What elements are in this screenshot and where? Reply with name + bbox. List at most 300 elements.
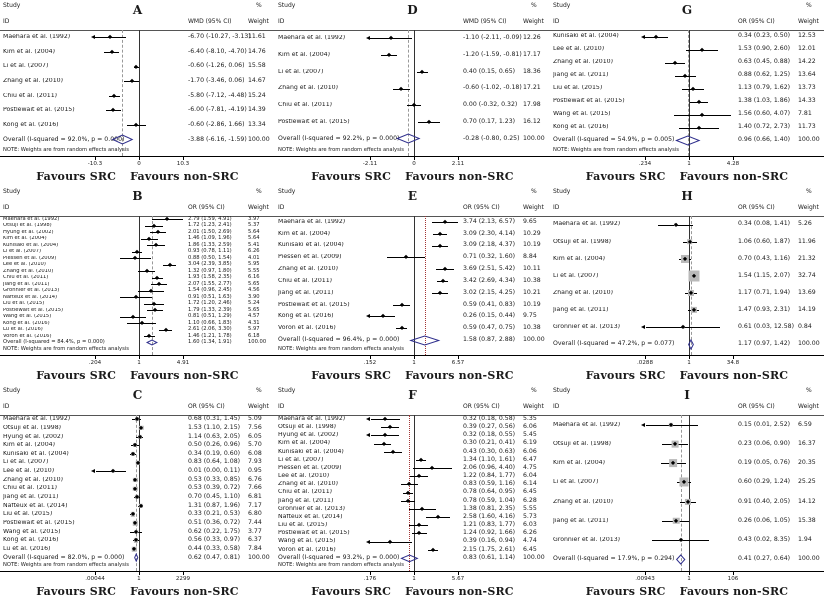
- ci-clipped-arrow: [366, 314, 370, 318]
- weight-text: 6.26: [523, 529, 537, 537]
- study-label: Nafteux et al. (2014): [3, 502, 68, 509]
- column-header-weight: Weight: [248, 204, 269, 211]
- study-label: Li et al. (2007): [3, 63, 49, 70]
- weight-text: 4.56: [248, 287, 260, 294]
- x-axis-tick-label: 4.91: [176, 360, 190, 366]
- study-label: Otsuji et al. (1998): [3, 424, 62, 431]
- x-axis-line: [275, 156, 550, 157]
- effect-ci-text: 1.54 (0.96, 2.45): [188, 287, 232, 294]
- weight-text: 7.44: [248, 518, 262, 526]
- effect-estimate-marker: [153, 308, 158, 313]
- effect-estimate-marker: [108, 35, 113, 40]
- effect-ci-text: -5.80 (-7.12, -4.48): [188, 91, 247, 99]
- effect-ci-text: 1.47 (0.93, 2.31): [738, 306, 791, 314]
- column-header-weight: Weight: [523, 18, 544, 25]
- effect-ci-text: 0.88 (0.62, 1.25): [738, 71, 791, 79]
- overall-effect-ci-text: 1.60 (1.34, 1.91): [188, 339, 232, 346]
- column-header-effect: OR (95% CI): [188, 204, 225, 211]
- header-rule: [550, 216, 824, 217]
- column-header-effect: OR (95% CI): [463, 204, 500, 211]
- weight-text: 6.08: [248, 449, 262, 457]
- weight-text: 16.12: [523, 117, 541, 125]
- panel-letter: H: [681, 189, 693, 203]
- column-header-id: ID: [553, 403, 560, 410]
- effect-ci-text: 0.88 (0.50, 1.54): [188, 254, 232, 261]
- column-header-id: ID: [278, 204, 285, 211]
- weight-text: 6.76: [248, 475, 262, 483]
- favours-left-label: Favours SRC: [311, 369, 392, 382]
- column-header-id: ID: [3, 403, 10, 410]
- effect-ci-text: 0.83 (0.59, 1.16): [463, 480, 516, 488]
- x-axis-tick: [414, 157, 415, 160]
- effect-estimate-marker: [679, 538, 684, 543]
- study-label: Hyung et al. (2002): [3, 229, 54, 235]
- study-label: Chiu et al. (2011): [3, 92, 58, 99]
- overall-label: Overall (I-squared = 84.4%, p = 0.000): [3, 339, 105, 346]
- x-axis-tick: [183, 572, 184, 575]
- favours-right-label: Favours non-SRC: [679, 369, 789, 382]
- weight-text: 16.37: [798, 439, 816, 447]
- effect-ci-text: 1.38 (1.03, 1.86): [738, 97, 791, 105]
- x-axis-tick-label: .234: [638, 161, 652, 167]
- weight-text: 5.09: [248, 415, 262, 423]
- study-label: Zhang et al. (2010): [3, 78, 63, 85]
- study-label: Chiu et al. (2011): [3, 485, 58, 492]
- overall-effect-ci-text: 0.41 (0.27, 0.64): [738, 555, 791, 563]
- x-axis-tick: [370, 157, 371, 160]
- x-axis-tick: [139, 572, 140, 575]
- effect-ci-text: 0.39 (0.27, 0.56): [463, 423, 516, 431]
- effect-ci-text: 3.42 (2.69, 4.34): [463, 276, 516, 284]
- favours-right-label: Favours non-SRC: [405, 369, 514, 382]
- weight-text: 8.84: [523, 253, 537, 261]
- study-label: Jiang et al. (2011): [553, 307, 609, 314]
- weight-text: 20.35: [798, 459, 816, 467]
- study-label: Maehara et al. (1992): [3, 416, 71, 423]
- column-header-percent: %: [256, 188, 262, 195]
- effect-ci-text: 1.21 (0.83, 1.77): [463, 521, 516, 529]
- weight-text: 5.55: [248, 267, 260, 274]
- effect-ci-text: -1.70 (-3.46, 0.06): [188, 77, 245, 85]
- weight-text: 21.32: [798, 254, 816, 262]
- study-label: Wang et al. (2015): [3, 314, 52, 320]
- effect-estimate-marker: [152, 223, 157, 228]
- note-text: NOTE: Weights are from random effects analysis: [3, 346, 129, 352]
- x-axis-line: [275, 571, 550, 572]
- favours-left-label: Favours SRC: [585, 369, 666, 382]
- study-label: Chiu et al. (2011): [3, 275, 49, 281]
- study-label: Liu et al. (2015): [3, 511, 53, 518]
- favours-labels: [550, 369, 824, 382]
- weight-text: 10.29: [523, 229, 541, 237]
- study-label: Kim et al. (2004): [278, 230, 330, 237]
- effect-estimate-marker: [442, 267, 447, 272]
- null-line: [689, 415, 690, 571]
- weight-text: 4.57: [248, 313, 260, 320]
- weight-text: 13.69: [798, 288, 816, 296]
- x-axis-tick: [733, 157, 734, 160]
- study-label: Wang et al. (2015): [278, 538, 336, 545]
- note-text: NOTE: Weights are from random effects analysis: [3, 562, 129, 568]
- effect-estimate-marker: [697, 125, 702, 130]
- panel-h: [550, 186, 824, 385]
- overall-weight-text: 100.00: [523, 553, 545, 561]
- panel-f: [275, 385, 550, 601]
- effect-estimate-marker: [430, 466, 435, 471]
- effect-ci-text: 2.61 (2.06, 3.30): [188, 326, 232, 333]
- x-axis-line: [550, 571, 824, 572]
- study-label: Postlewait et al. (2015): [553, 98, 625, 105]
- effect-estimate-marker: [431, 547, 436, 552]
- effect-ci-text: 0.19 (0.05, 0.76): [738, 459, 791, 467]
- weight-text: 5.64: [248, 235, 260, 242]
- overall-diamond-shape: [411, 336, 439, 345]
- weight-text: 6.45: [523, 488, 537, 496]
- favours-left-label: Favours SRC: [311, 585, 392, 598]
- column-header-percent: %: [256, 387, 262, 394]
- study-label: Li et al. (2007): [3, 249, 42, 255]
- column-header-effect: OR (95% CI): [463, 403, 500, 410]
- effect-ci-text: 3.09 (2.18, 4.37): [463, 241, 516, 249]
- effect-estimate-marker: [390, 449, 395, 454]
- effect-ci-text: -6.00 (-7.81, -4.19): [188, 106, 247, 114]
- overall-effect-ci-text: 0.96 (0.66, 1.40): [738, 136, 791, 144]
- study-label: Li et al. (2007): [553, 272, 599, 279]
- weight-text: 6.81: [248, 493, 262, 501]
- x-axis-tick-label: 0: [137, 161, 141, 167]
- weight-text: 12.53: [798, 32, 816, 40]
- favours-labels: [275, 170, 550, 183]
- study-label: Otsuji et al. (1998): [3, 223, 52, 229]
- column-header-percent: %: [806, 387, 812, 394]
- weight-text: 0.95: [248, 467, 262, 475]
- effect-estimate-marker: [683, 73, 688, 78]
- weight-text: 6.04: [523, 472, 537, 480]
- study-label: Zhang et al. (2010): [278, 266, 338, 273]
- effect-ci-text: 0.70 (0.45, 1.10): [188, 493, 241, 501]
- weight-text: 10.19: [523, 300, 541, 308]
- weight-text: 7.84: [248, 544, 262, 552]
- study-label: Otsuji et al. (1998): [553, 238, 612, 245]
- study-label: Wang et al. (2015): [3, 528, 61, 535]
- weight-text: 5.24: [248, 300, 260, 307]
- overall-effect-ci-text: 1.17 (0.97, 1.42): [738, 340, 791, 348]
- effect-ci-text: 0.59 (0.47, 0.75): [463, 324, 516, 332]
- figure-column-1: [0, 0, 275, 601]
- column-header-effect: OR (95% CI): [738, 204, 775, 211]
- x-axis-line: [0, 355, 275, 356]
- effect-ci-text: 2.07 (1.55, 2.77): [188, 280, 232, 287]
- effect-estimate-marker: [420, 507, 425, 512]
- effect-ci-text: 0.91 (0.40, 2.05): [738, 497, 791, 505]
- weight-text: 4.31: [248, 319, 260, 326]
- column-header-weight: Weight: [523, 403, 544, 410]
- overall-label: Overall (I-squared = 96.4%, p = 0.000): [278, 335, 400, 343]
- weight-text: 3.90: [248, 293, 260, 300]
- study-label: Zhang et al. (2010): [3, 476, 63, 483]
- x-axis-tick-label: .176: [363, 576, 377, 582]
- ci-clipped-arrow: [641, 325, 645, 329]
- study-label: Kim et al. (2004): [3, 442, 55, 449]
- study-label: Kunisaki et al. (2004): [278, 448, 344, 455]
- study-label: Voron et al. (2016): [3, 333, 52, 339]
- effect-ci-text: 3.74 (2.13, 6.57): [463, 217, 516, 225]
- study-label: Kim et al. (2004): [3, 48, 55, 55]
- column-header-study: Study: [3, 2, 21, 9]
- favours-right-label: Favours non-SRC: [405, 585, 514, 598]
- panel-e: [275, 186, 550, 385]
- x-axis-tick-label: .00943: [635, 576, 655, 582]
- effect-ci-text: 0.50 (0.26, 0.96): [188, 441, 241, 449]
- weight-text: 6.28: [523, 496, 537, 504]
- weight-text: 7.81: [798, 110, 812, 118]
- study-label: Maehara et al. (1992): [278, 218, 346, 225]
- study-label: Jiang et al. (2011): [3, 281, 50, 287]
- study-label: Zhang et al. (2010): [553, 289, 613, 296]
- study-label: Kim et al. (2004): [3, 236, 47, 242]
- weight-text: 17.21: [523, 84, 541, 92]
- panel-letter: C: [132, 388, 143, 402]
- overall-diamond-shape: [689, 340, 694, 349]
- figure-column-2: [275, 0, 550, 601]
- x-axis-tick-label: .152: [363, 360, 377, 366]
- effect-ci-text: 1.34 (1.10, 1.61): [463, 455, 516, 463]
- effect-ci-text: 2.15 (1.75, 2.61): [463, 545, 516, 553]
- effect-ci-text: 1.46 (1.21, 1.78): [188, 332, 232, 339]
- effect-estimate-marker: [139, 321, 144, 326]
- effect-ci-text: 2.79 (1.59, 4.91): [188, 215, 232, 222]
- weight-text: 6.37: [248, 536, 262, 544]
- column-header-study: Study: [278, 387, 296, 394]
- weight-text: 6.06: [523, 423, 537, 431]
- effect-estimate-marker: [443, 220, 448, 225]
- effect-ci-text: -1.20 (-1.59, -0.81): [463, 50, 522, 58]
- study-label: Lu et al. (2016): [3, 327, 43, 333]
- x-axis-tick-label: 4.28: [726, 161, 740, 167]
- study-label: Chiu et al. (2011): [278, 102, 333, 109]
- effect-ci-text: 1.06 (0.60, 1.87): [738, 237, 791, 245]
- study-label: Maehara et al. (1992): [3, 216, 60, 222]
- study-label: Chiu et al. (2011): [278, 277, 333, 284]
- x-axis-tick: [689, 356, 690, 359]
- panel-letter: B: [132, 189, 143, 203]
- study-label: Gronnier et al. (2013): [3, 288, 60, 294]
- note-text: NOTE: Weights are from random effects analysis: [278, 562, 404, 568]
- column-header-weight: Weight: [798, 403, 819, 410]
- effect-ci-text: 0.78 (0.64, 0.95): [463, 488, 516, 496]
- weight-text: 6.19: [523, 439, 537, 447]
- weight-text: 6.14: [523, 480, 537, 488]
- study-label: Kunisaki et al. (2004): [553, 33, 619, 40]
- weight-text: 5.37: [248, 222, 260, 229]
- effect-ci-text: 0.53 (0.33, 0.85): [188, 475, 241, 483]
- header-rule: [275, 30, 550, 31]
- study-label: Wang et al. (2015): [553, 111, 611, 118]
- weight-text: 13.73: [798, 84, 816, 92]
- x-axis-tick-label: 1: [412, 360, 416, 366]
- effect-ci-text: 0.63 (0.45, 0.88): [738, 58, 791, 66]
- effect-ci-text: 1.14 (0.63, 2.05): [188, 432, 241, 440]
- favours-labels: [550, 170, 824, 183]
- weight-text: 12.26: [523, 34, 541, 42]
- ci-clipped-arrow: [366, 36, 370, 40]
- effect-estimate-marker: [419, 458, 424, 463]
- effect-estimate-marker: [383, 417, 388, 422]
- weight-text: 10.19: [523, 241, 541, 249]
- effect-ci-text: 2.06 (0.96, 4.40): [463, 463, 516, 471]
- study-label: Zhang et al. (2010): [553, 59, 613, 66]
- study-label: Gronnier et al. (2013): [553, 324, 621, 331]
- column-header-percent: %: [531, 387, 537, 394]
- figure-column-3: [550, 0, 824, 601]
- ci-clipped-arrow: [641, 35, 645, 39]
- effect-ci-text: 0.15 (0.01, 2.52): [738, 420, 791, 428]
- effect-ci-text: 2.58 (1.60, 4.16): [463, 512, 516, 520]
- effect-estimate-marker: [420, 70, 425, 75]
- effect-ci-text: 0.34 (0.23, 0.50): [738, 32, 791, 40]
- x-axis-tick-label: -10.3: [87, 161, 103, 167]
- study-label: Li et al. (2007): [553, 479, 599, 486]
- weight-text: 6.03: [523, 521, 537, 529]
- column-header-weight: Weight: [248, 403, 269, 410]
- weight-text: 4.75: [523, 463, 537, 471]
- effect-ci-text: 1.24 (0.92, 1.66): [463, 529, 516, 537]
- weight-text: 7.66: [248, 484, 262, 492]
- column-header-study: Study: [553, 188, 571, 195]
- study-label: Postlewait et al. (2015): [278, 301, 350, 308]
- effect-estimate-marker: [109, 50, 114, 55]
- x-axis-line: [275, 355, 550, 356]
- study-label: Lee et al. (2010): [3, 468, 55, 475]
- weight-text: 5.45: [523, 431, 537, 439]
- weight-text: 14.19: [798, 306, 816, 314]
- x-axis-tick-label: 106: [727, 576, 739, 582]
- x-axis-tick-label: -2.11: [362, 161, 378, 167]
- effect-estimate-marker: [134, 64, 139, 69]
- study-label: Zhang et al. (2010): [3, 268, 54, 274]
- x-axis-tick-label: 34.8: [726, 360, 740, 366]
- column-header-id: ID: [3, 18, 10, 25]
- weight-text: 6.16: [248, 274, 260, 281]
- x-axis-tick: [139, 356, 140, 359]
- effect-estimate-marker: [381, 441, 386, 446]
- column-header-percent: %: [256, 2, 262, 9]
- effect-estimate-marker: [438, 243, 443, 248]
- weight-text: 10.21: [523, 288, 541, 296]
- weight-text: 5.41: [248, 241, 260, 248]
- effect-ci-text: 0.32 (0.18, 0.55): [463, 431, 516, 439]
- study-label: Kong et al. (2016): [3, 121, 59, 128]
- effect-ci-text: 0.70 (0.17, 1.23): [463, 117, 516, 125]
- weight-text: 3.97: [248, 215, 260, 222]
- effect-estimate-marker: [388, 425, 393, 430]
- panel-d: [275, 0, 550, 186]
- x-axis-tick: [183, 157, 184, 160]
- study-label: Jiang et al. (2011): [553, 517, 609, 524]
- column-header-weight: Weight: [523, 204, 544, 211]
- column-header-study: Study: [553, 2, 571, 9]
- x-axis-tick: [95, 157, 96, 160]
- effect-ci-text: 3.69 (2.51, 5.42): [463, 265, 516, 273]
- weight-text: 7.93: [248, 458, 262, 466]
- effect-ci-text: 1.22 (0.84, 1.77): [463, 472, 516, 480]
- study-label: Postlewait et al. (2015): [3, 107, 75, 114]
- weight-text: 17.98: [523, 101, 541, 109]
- x-axis-line: [0, 156, 275, 157]
- x-axis-tick: [458, 356, 459, 359]
- weight-text: 6.80: [248, 510, 262, 518]
- effect-estimate-marker: [700, 112, 705, 117]
- study-label: Liu et al. (2015): [278, 522, 328, 529]
- weight-text: 15.24: [248, 91, 266, 99]
- effect-estimate-marker: [417, 523, 422, 528]
- effect-ci-text: 1.72 (1.23, 2.41): [188, 222, 232, 229]
- effect-ci-text: 0.59 (0.41, 0.83): [463, 300, 516, 308]
- effect-ci-text: 0.01 (0.00, 0.11): [188, 467, 241, 475]
- effect-ci-text: 0.39 (0.16, 0.94): [463, 537, 516, 545]
- favours-labels: [275, 369, 550, 382]
- effect-ci-text: 0.23 (0.06, 0.90): [738, 439, 791, 447]
- weight-text: 4.74: [523, 537, 537, 545]
- x-axis-tick: [645, 572, 646, 575]
- effect-ci-text: 3.04 (2.39, 3.85): [188, 261, 232, 268]
- weight-text: 6.26: [248, 248, 260, 255]
- effect-estimate-marker: [681, 325, 686, 330]
- effect-estimate-marker: [154, 243, 159, 248]
- weight-text: 6.06: [523, 447, 537, 455]
- weight-text: 25.25: [798, 478, 816, 486]
- column-header-id: ID: [553, 18, 560, 25]
- effect-estimate-marker: [389, 36, 394, 41]
- column-header-percent: %: [531, 2, 537, 9]
- effect-ci-text: 1.40 (0.72, 2.73): [738, 123, 791, 131]
- weight-text: 14.12: [798, 497, 816, 505]
- study-label: Kong et al. (2016): [3, 537, 59, 544]
- effect-ci-text: 0.71 (0.32, 1.60): [463, 253, 516, 261]
- weight-text: 6.47: [523, 455, 537, 463]
- column-header-effect: WMD (95% CI): [188, 18, 232, 25]
- weight-text: 11.96: [798, 237, 816, 245]
- weight-text: 9.75: [523, 312, 537, 320]
- study-label: Kim et al. (2004): [553, 255, 605, 262]
- study-label: Lu et al. (2016): [3, 545, 51, 552]
- overall-label: Overall (I-squared = 17.9%, p = 0.294): [553, 555, 675, 563]
- study-label: Zhang et al. (2010): [553, 498, 613, 505]
- ci-clipped-arrow: [366, 540, 370, 544]
- effect-ci-text: 1.93 (1.58, 2.35): [188, 274, 232, 281]
- study-label: Kunisaki et al. (2004): [3, 450, 69, 457]
- column-header-percent: %: [806, 188, 812, 195]
- column-header-study: Study: [3, 387, 21, 394]
- study-label: Otsuji et al. (1998): [278, 424, 337, 431]
- overall-diamond-shape: [135, 554, 138, 561]
- weight-text: 5.95: [248, 261, 260, 268]
- x-axis-tick: [458, 572, 459, 575]
- overall-estimate-line: [152, 216, 153, 355]
- study-label: Jiang et al. (2011): [3, 494, 59, 501]
- overall-diamond-shape: [147, 340, 157, 345]
- header-rule: [0, 30, 275, 31]
- effect-estimate-marker: [144, 269, 149, 274]
- effect-estimate-marker: [157, 282, 162, 287]
- panel-g: [550, 0, 824, 186]
- x-axis-tick: [370, 572, 371, 575]
- x-axis-tick: [95, 572, 96, 575]
- study-label: Kunisaki et al. (2004): [278, 242, 344, 249]
- effect-ci-text: 2.01 (1.50, 2.69): [188, 228, 232, 235]
- effect-estimate-marker: [673, 60, 678, 65]
- study-label: Liu et al. (2015): [553, 85, 603, 92]
